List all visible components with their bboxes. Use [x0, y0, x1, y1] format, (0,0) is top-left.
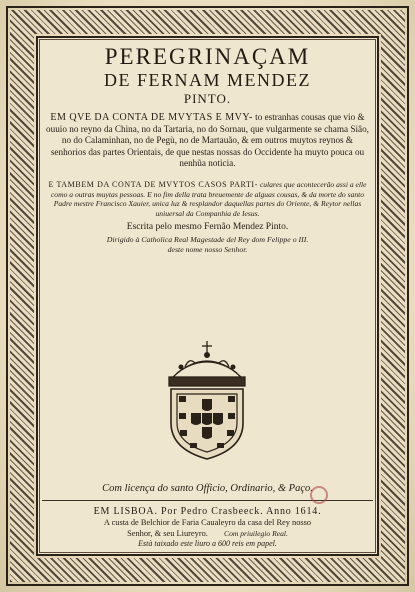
dedication — [42, 235, 373, 254]
imprint-publisher-end: Senhor, & seu Liureyro. — [127, 528, 208, 538]
price-line: Està taixado este liuro a 600 reis em papel. — [138, 539, 277, 549]
addendum-text: culares que acontecerão assi a elle como a outras muytas pessoas. E no fim della trata breuemente de alguas cousas, & da morte do santo Padre mestre Francisco Xauier, unica luz & resplandor daquellas partes do Oriente, & Reytor nellas uniuersal da Companhia de Iesus. — [50, 179, 367, 218]
imprint-publisher: A custa de Belchior de Faria Caualeyro da casa del Rey nosso — [103, 518, 312, 527]
subtitle-lead: EM QVE DA CONTA DE MVYTAS E MVY- — [50, 112, 253, 123]
addendum-paragraph — [48, 180, 367, 218]
subtitle-paragraph — [46, 112, 369, 170]
library-stamp-icon — [310, 486, 328, 504]
author-line: Escrita pelo mesmo Fernão Mendez Pinto. — [126, 222, 289, 233]
title-line-2: DE FERNAM MENDEZ — [104, 70, 311, 90]
coat-of-arms-icon — [155, 337, 259, 462]
addendum-lead: E TAMBEM DA CONTA DE MVYTOS CASOS PARTI- — [48, 179, 258, 189]
imprint-place-printer: EM LISBOA. Por Pedro Crasbeeck. Anno 1614. — [93, 506, 322, 517]
licence-line: Com licença do santo Officio, Ordinario, & Paço. — [102, 483, 313, 494]
dedication-line-1: Dirigido à Catholica Real Magestade del Rey dom Felippe o III. — [106, 235, 309, 245]
title-line-1: PEREGRINAÇAM — [104, 44, 311, 69]
dedication-line-2: deste nome nosso Senhor. — [167, 244, 248, 254]
royal-privilege: Com priuilegio Real. — [224, 528, 288, 538]
subtitle-text: to estranhas cousas que vio & ouuio no reyno da China, no da Tartaria, no do Sornau, que vulgarmente se chama Siâo, no do Calaminhan, no de Pegù, no de Martauão, & em outros muytos reynos & senhorios das partes Orientais, de que nestas nossas do Occidente ha muyto pouca ou nenhũa noticia. — [46, 112, 369, 169]
title-line-3: PINTO. — [183, 91, 232, 106]
imprint-publisher-cont — [42, 529, 373, 540]
title-page-content — [42, 42, 373, 550]
